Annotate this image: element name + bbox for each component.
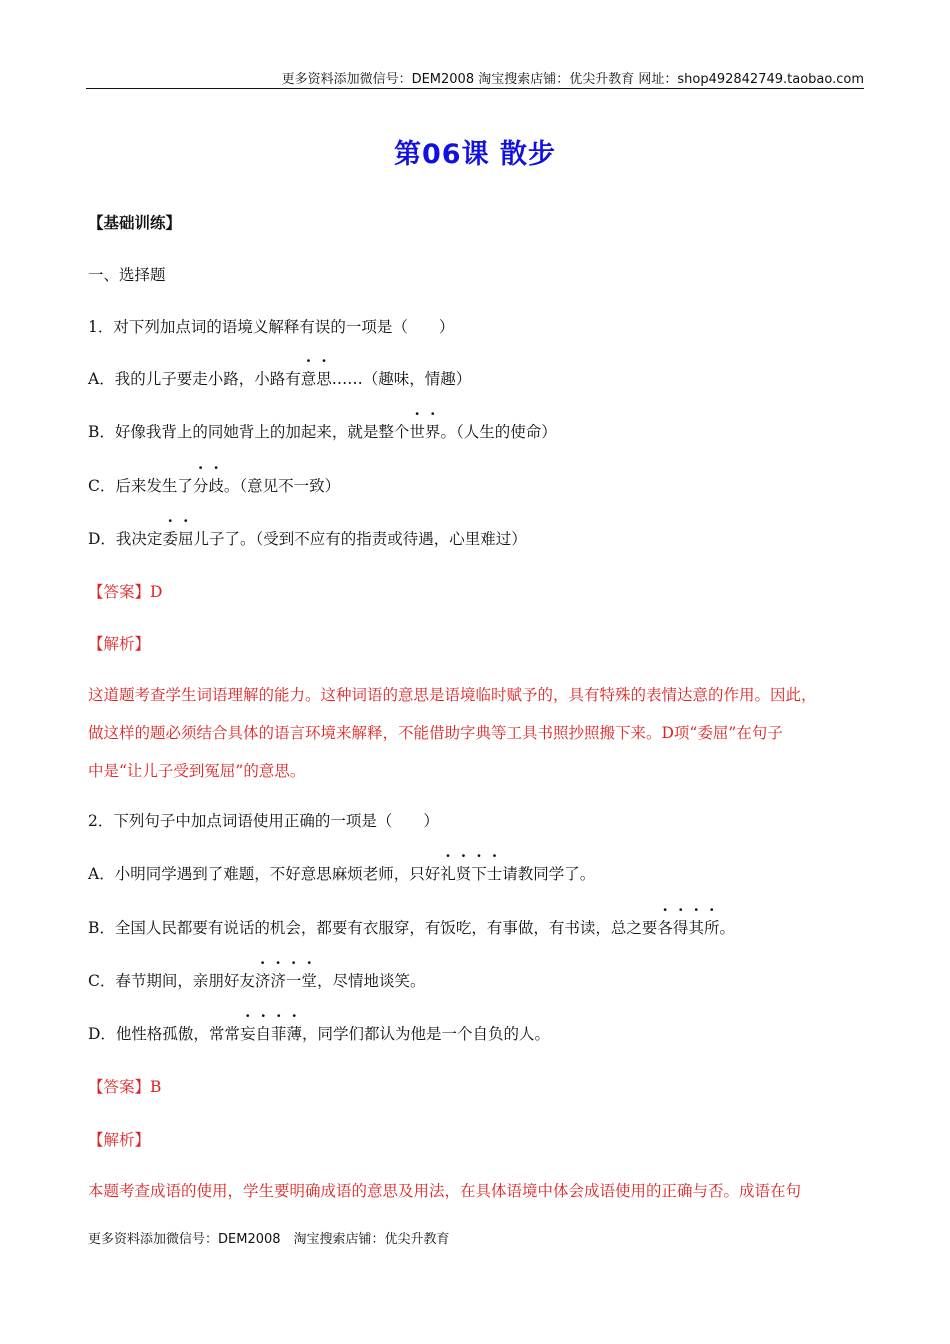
dotted-char: 得 [672,919,689,937]
dotted-char: 世 [409,423,425,441]
section-heading: 【基础训练】 [88,213,182,232]
option-text: D．他性格孤傲，常常 [88,1025,240,1043]
dotted-char: 礼 [440,865,456,883]
dotted-char: 思 [316,370,332,388]
dotted-char: 济 [270,972,286,990]
question-2-option-a [88,863,595,885]
dotted-char: 士 [486,865,503,883]
dotted-char: 下 [471,865,487,883]
option-text: B．好像我背上的同她背上的加起来，就是整个 [88,423,410,441]
dotted-char: 菲 [270,1025,287,1043]
answer-label: 【答案】 [88,1078,151,1096]
option-text: 。（人生的使命） [440,423,557,441]
dotted-char: 贤 [455,865,472,883]
question-1-analysis-line-3: 中是“让儿子受到冤屈”的意思。 [88,762,306,780]
dotted-char: 所 [703,919,720,937]
dotted-char: 妄 [239,1025,256,1043]
question-1-analysis-line-1: 这道题考查学生词语理解的能力。这种词语的意思是语境临时赋予的，具有特殊的表情达意的作用。因此， [88,686,817,704]
dotted-char: 一 [285,972,302,990]
question-2-analysis-line-1: 本题考查成语的使用，学生要明确成语的意思及用法，在具体语境中体会成语使用的正确与否。成语在句 [88,1182,802,1200]
dotted-char: 界 [424,423,441,441]
option-text: A．我的儿子要走小路，小路有 [88,370,301,388]
dotted-char: 济 [254,972,271,990]
option-text: 。 [719,919,735,937]
question-1-analysis-label: 【解析】 [88,635,151,653]
subsection-heading: 一、选择题 [88,266,166,284]
dotted-char: 分 [192,477,209,495]
option-text: C．后来发生了 [88,477,193,495]
dotted-char: 委 [162,530,178,548]
option-text: A．小明同学遇到了难题，不好意思麻烦老师，只好 [88,865,441,883]
dotted-char: 堂 [301,972,317,990]
question-2-option-b [88,917,735,939]
option-text: ……（趣味，情趣） [331,370,472,388]
question-1-option-c [88,475,340,497]
question-1-answer [88,581,162,603]
option-text: D．我决定 [88,530,163,548]
question-1-option-a [88,368,471,390]
option-text: C．春节期间，亲朋好友 [88,972,255,990]
question-2-answer [88,1076,161,1098]
dotted-char: 自 [255,1025,271,1043]
option-text: B．全国人民都要有说话的机会，都要有衣服穿，有饭吃，有事做，有书读，总之要 [88,919,658,937]
dotted-char: 各 [657,919,673,937]
option-text: ，同学们都认为他是一个自负的人。 [302,1025,551,1043]
question-1-option-b [88,421,557,443]
option-text: 。（意见不一致） [223,477,341,495]
question-1-stem: 1．对下列加点词的语境义解释有误的一项是（ ） [88,318,455,336]
option-text: 儿子了。（受到不应有的指责或待遇，心里难过） [193,530,527,548]
lesson-title: 第06课 散步 [394,139,556,170]
question-2-option-c [88,970,425,992]
question-1-option-d [88,528,527,550]
dotted-char: 屈 [177,530,194,548]
header-divider [86,88,864,89]
page-footer-text: 更多资料添加微信号：DEM2008 淘宝搜索店铺：优尖升教育 [88,1232,450,1247]
dotted-char: 意 [300,370,317,388]
answer-value: B [150,1078,162,1096]
dotted-char: 薄 [286,1025,302,1043]
dotted-char: 其 [688,919,704,937]
answer-value: D [150,583,163,601]
question-2-stem: 2．下列句子中加点词语使用正确的一项是（ ） [88,812,439,830]
option-text: ，尽情地谈笑。 [316,972,426,990]
page-header-text: 更多资料添加微信号：DEM2008 淘宝搜索店铺：优尖升教育 网址：shop492842749.taobao.com [281,72,864,87]
question-1-analysis-line-2: 做这样的题必须结合具体的语言环境来解释，不能借助字典等工具书照抄照搬下来。D项“委屈”在句子 [88,724,783,742]
question-2-analysis-label: 【解析】 [88,1131,151,1149]
option-text: 请教同学了。 [502,865,596,883]
dotted-char: 歧 [208,477,224,495]
question-2-option-d [88,1023,550,1045]
answer-label: 【答案】 [88,583,151,601]
